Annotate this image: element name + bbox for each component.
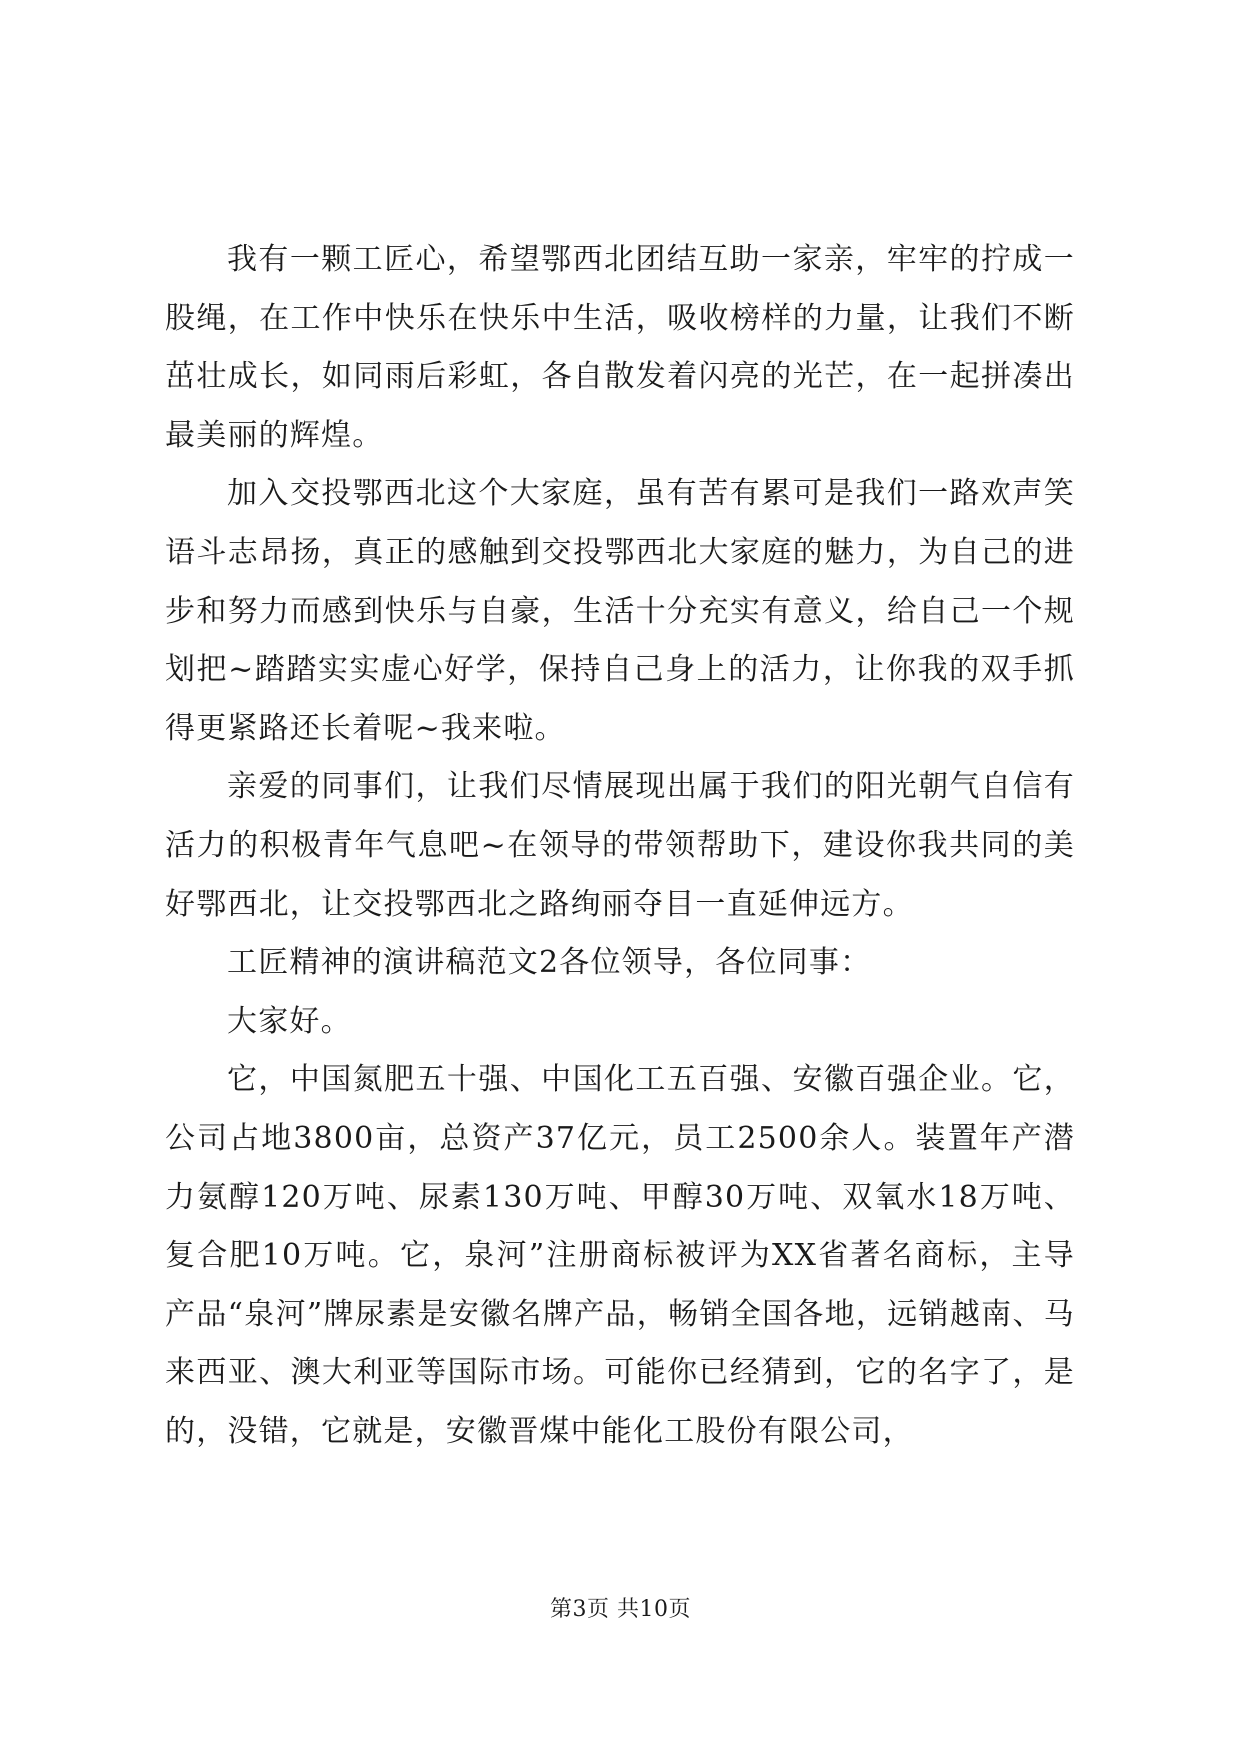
page-footer: 第3页 共10页: [550, 1597, 691, 1622]
document-body: [165, 231, 1075, 1461]
paragraph-dear-colleagues: 亲爱的同事们，让我们尽情展现出属于我们的阳光朝气自信有活力的积极青年气息吧~在领导的带领帮助下，建设你我共同的美好鄂西北，让交投鄂西北之路绚丽夺目一直延伸远方。: [165, 769, 1075, 922]
paragraph-greeting: 大家好。: [227, 1003, 352, 1039]
paragraph-speech-title: 工匠精神的演讲稿范文2各位领导，各位同事：: [227, 945, 872, 981]
paragraph-craftsman-heart: 我有一颗工匠心，希望鄂西北团结互助一家亲，牢牢的拧成一股绳，在工作中快乐在快乐中生活，吸收榜样的力量，让我们不断茁壮成长，如同雨后彩虹，各自散发着闪亮的光芒，在一起拼凑出最美丽的辉煌。: [165, 242, 1075, 453]
paragraph-company-intro: 它，中国氮肥五十强、中国化工五百强、安徽百强企业。它，公司占地3800亩，总资产37亿元，员工2500余人。装置年产潜力氨醇120万吨、尿素130万吨、甲醇30万吨、双氧水18万吨、复合肥10万吨。它，泉河”注册商标被评为XX省著名商标，主导产品“泉河”牌尿素是安徽名牌产品，畅销全国各地，远销越南、马来西亚、澳大利亚等国际市场。可能你已经猜到，它的名字了，是的，没错，它就是，安徽晋煤中能化工股份有限公司，: [165, 1062, 1075, 1449]
paragraph-join-family: 加入交投鄂西北这个大家庭，虽有苦有累可是我们一路欢声笑语斗志昂扬，真正的感触到交投鄂西北大家庭的魅力，为自己的进步和努力而感到快乐与自豪，生活十分充实有意义，给自己一个规划把~踏踏实实虚心好学，保持自己身上的活力，让你我的双手抓得更紧路还长着呢~我来啦。: [165, 476, 1075, 746]
